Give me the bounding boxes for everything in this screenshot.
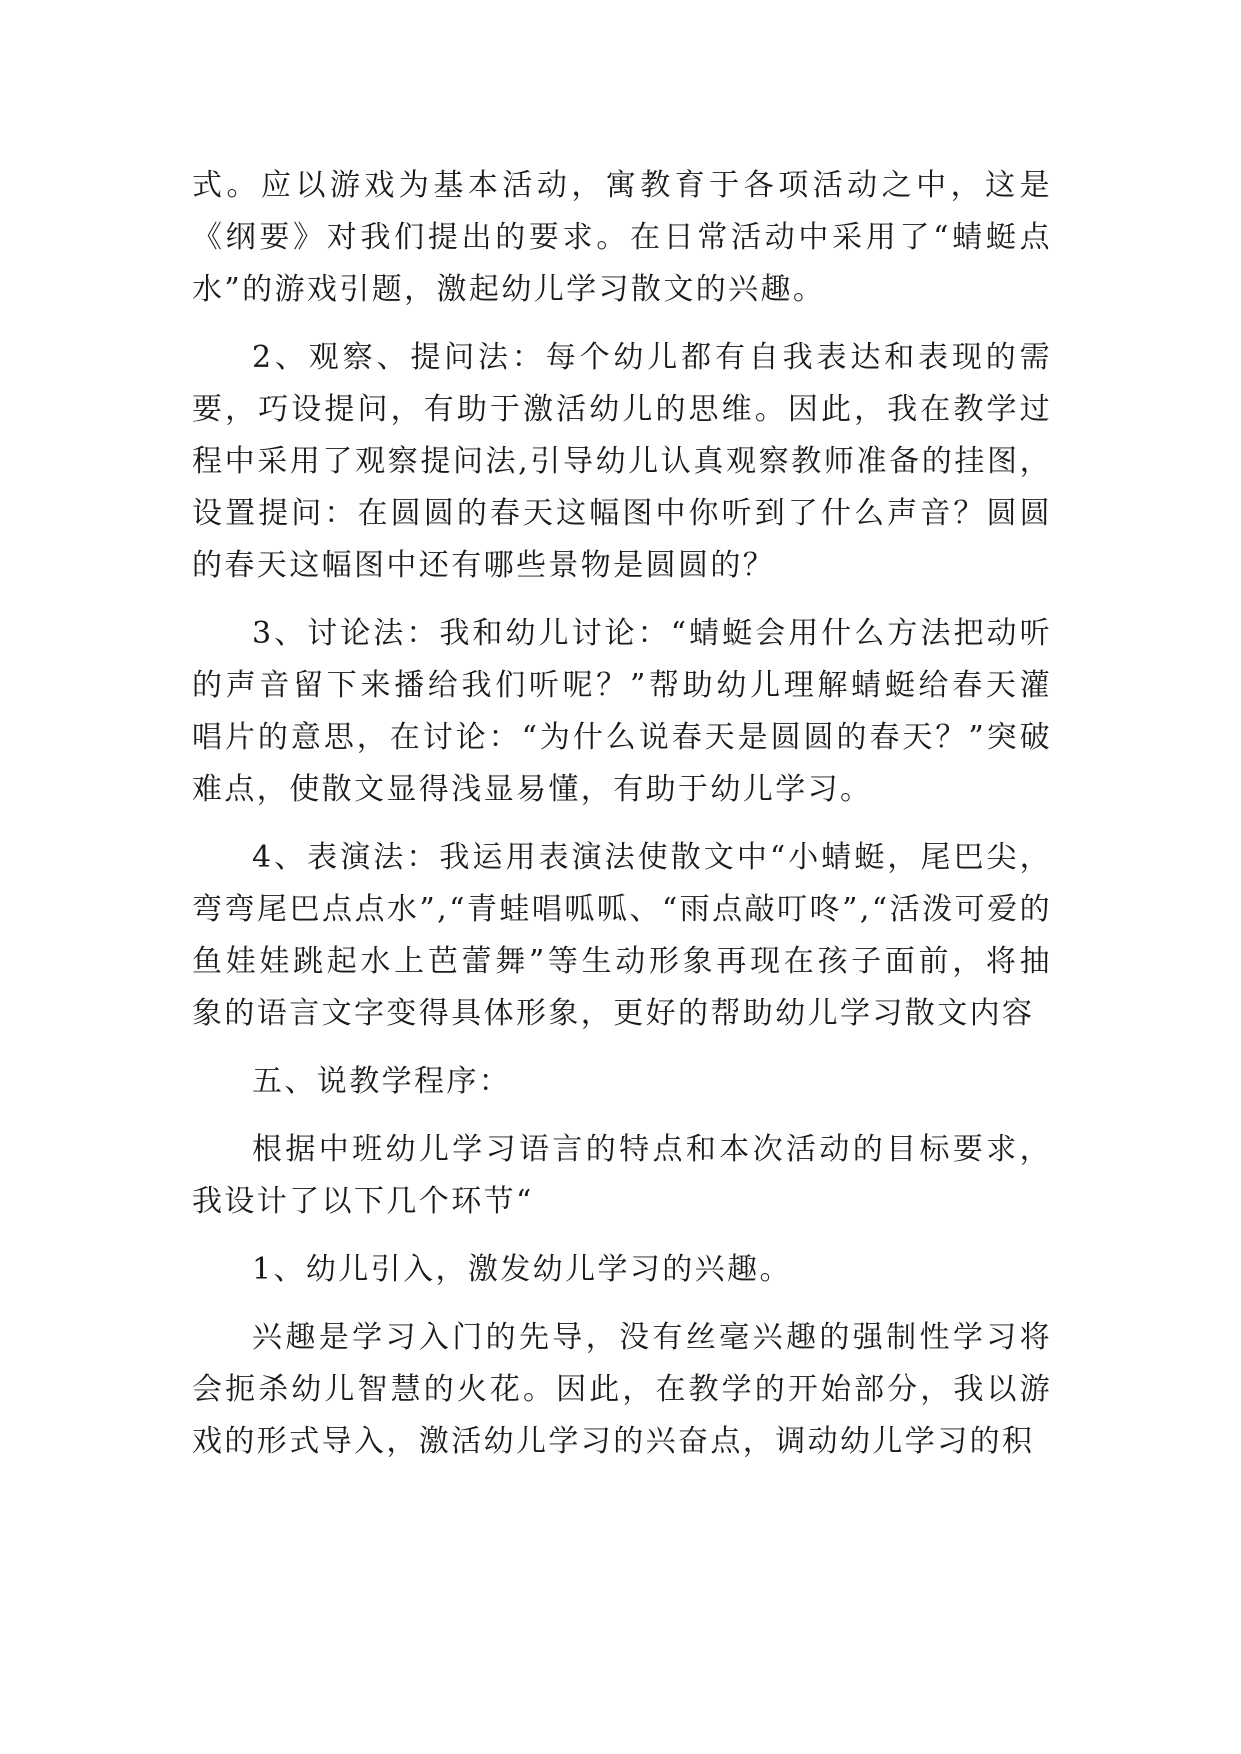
document-body	[192, 160, 1052, 1484]
paragraph-game-intro: 式。应以游戏为基本活动，寓教育于各项活动之中，这是《纲要》对我们提出的要求。在日常活动中采用了“蜻蜓点水”的游戏引题，激起幼儿学习散文的兴趣。	[192, 168, 1052, 307]
paragraph-interest-guide: 兴趣是学习入门的先导，没有丝毫兴趣的强制性学习将会扼杀幼儿智慧的火花。因此，在教学的开始部分，我以游戏的形式导入，激活幼儿学习的兴奋点，调动幼儿学习的积	[192, 1320, 1052, 1459]
paragraph-procedure-intro: 根据中班幼儿学习语言的特点和本次活动的目标要求，我设计了以下几个环节“	[192, 1132, 1052, 1219]
paragraph-step-1: 1、幼儿引入，激发幼儿学习的兴趣。	[252, 1252, 792, 1287]
paragraph-observation-method: 2、观察、提问法：每个幼儿都有自我表达和表现的需要，巧设提问，有助于激活幼儿的思维。因此，我在教学过程中采用了观察提问法,引导幼儿认真观察教师准备的挂图，设置提问：在圆圆的春天这幅图中你听到了什么声音？圆圆的春天这幅图中还有哪些景物是圆圆的？	[192, 340, 1052, 583]
paragraph-performance-method: 4、表演法：我运用表演法使散文中“小蜻蜓，尾巴尖，弯弯尾巴点点水”,“青蛙唱呱呱、“雨点敲叮咚”,“活泼可爱的鱼娃娃跳起水上芭蕾舞”等生动形象再现在孩子面前，将抽象的语言文字变得具体形象，更好的帮助幼儿学习散文内容	[192, 840, 1052, 1031]
section-heading-teaching-procedure: 五、说教学程序：	[252, 1064, 512, 1099]
paragraph-discussion-method: 3、讨论法：我和幼儿讨论：“蜻蜓会用什么方法把动听的声音留下来播给我们听呢？”帮助幼儿理解蜻蜓给春天灌唱片的意思，在讨论：“为什么说春天是圆圆的春天？”突破难点，使散文显得浅显易懂，有助于幼儿学习。	[192, 616, 1052, 807]
